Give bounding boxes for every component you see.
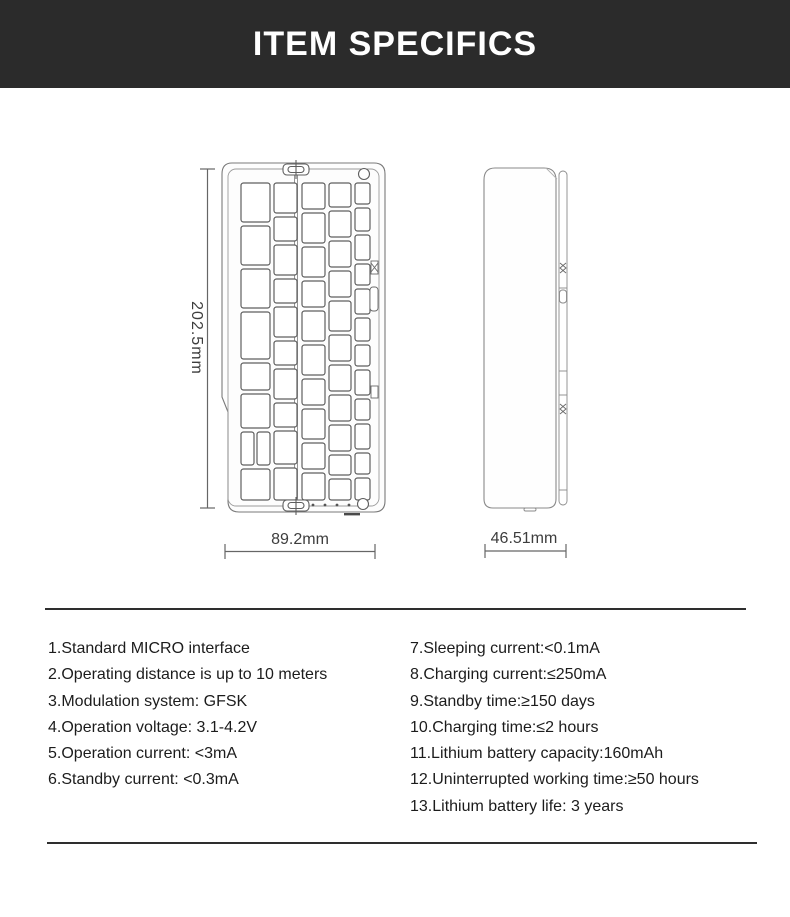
keyboard-side-view xyxy=(484,168,567,511)
spec-item: 11.Lithium battery capacity:160mAh xyxy=(410,745,664,763)
spec-item: 7.Sleeping current:<0.1mA xyxy=(410,640,600,657)
side-view-foot xyxy=(524,508,536,511)
dimension-keyboard-width xyxy=(225,531,375,559)
side-view-body xyxy=(484,168,556,508)
page-title: ITEM SPECIFICS xyxy=(252,24,538,63)
spec-item: 6.Standby current: <0.3mA xyxy=(48,771,239,789)
divider-bottom xyxy=(47,842,757,844)
spec-item: 2.Operating distance is up to 10 meters xyxy=(48,666,328,684)
dim-height-label: 202.5mm xyxy=(188,301,205,375)
screw-icon xyxy=(358,499,369,510)
spec-item: 1.Standard MICRO interface xyxy=(48,640,250,657)
spec-list-right xyxy=(410,636,699,820)
dim-width-label: 89.2mm xyxy=(271,531,329,548)
spec-item: 10.Charging time:≤2 hours xyxy=(410,718,599,736)
spec-item: 9.Standby time:≥150 days xyxy=(410,692,595,710)
side-view-edge-strip xyxy=(559,171,567,505)
dim-side-label: 46.51mm xyxy=(490,530,558,547)
divider-top xyxy=(45,608,746,610)
keyboard-top-view xyxy=(222,160,385,515)
spec-item: 13.Lithium battery life: 3 years xyxy=(410,797,624,815)
spec-item: 3.Modulation system: GFSK xyxy=(48,692,248,710)
dimension-side-width xyxy=(485,530,566,558)
spec-item: 8.Charging current:≤250mA xyxy=(410,666,607,684)
spec-item: 4.Operation voltage: 3.1-4.2V xyxy=(48,718,258,736)
spec-item: 5.Operation current: <3mA xyxy=(48,745,237,763)
dimension-keyboard-length xyxy=(188,169,215,508)
spec-list-left xyxy=(48,636,327,794)
usb-port-mark xyxy=(344,513,360,515)
spec-item: 12.Uninterrupted working time:≥50 hours xyxy=(410,771,699,789)
screw-icon xyxy=(359,169,370,180)
